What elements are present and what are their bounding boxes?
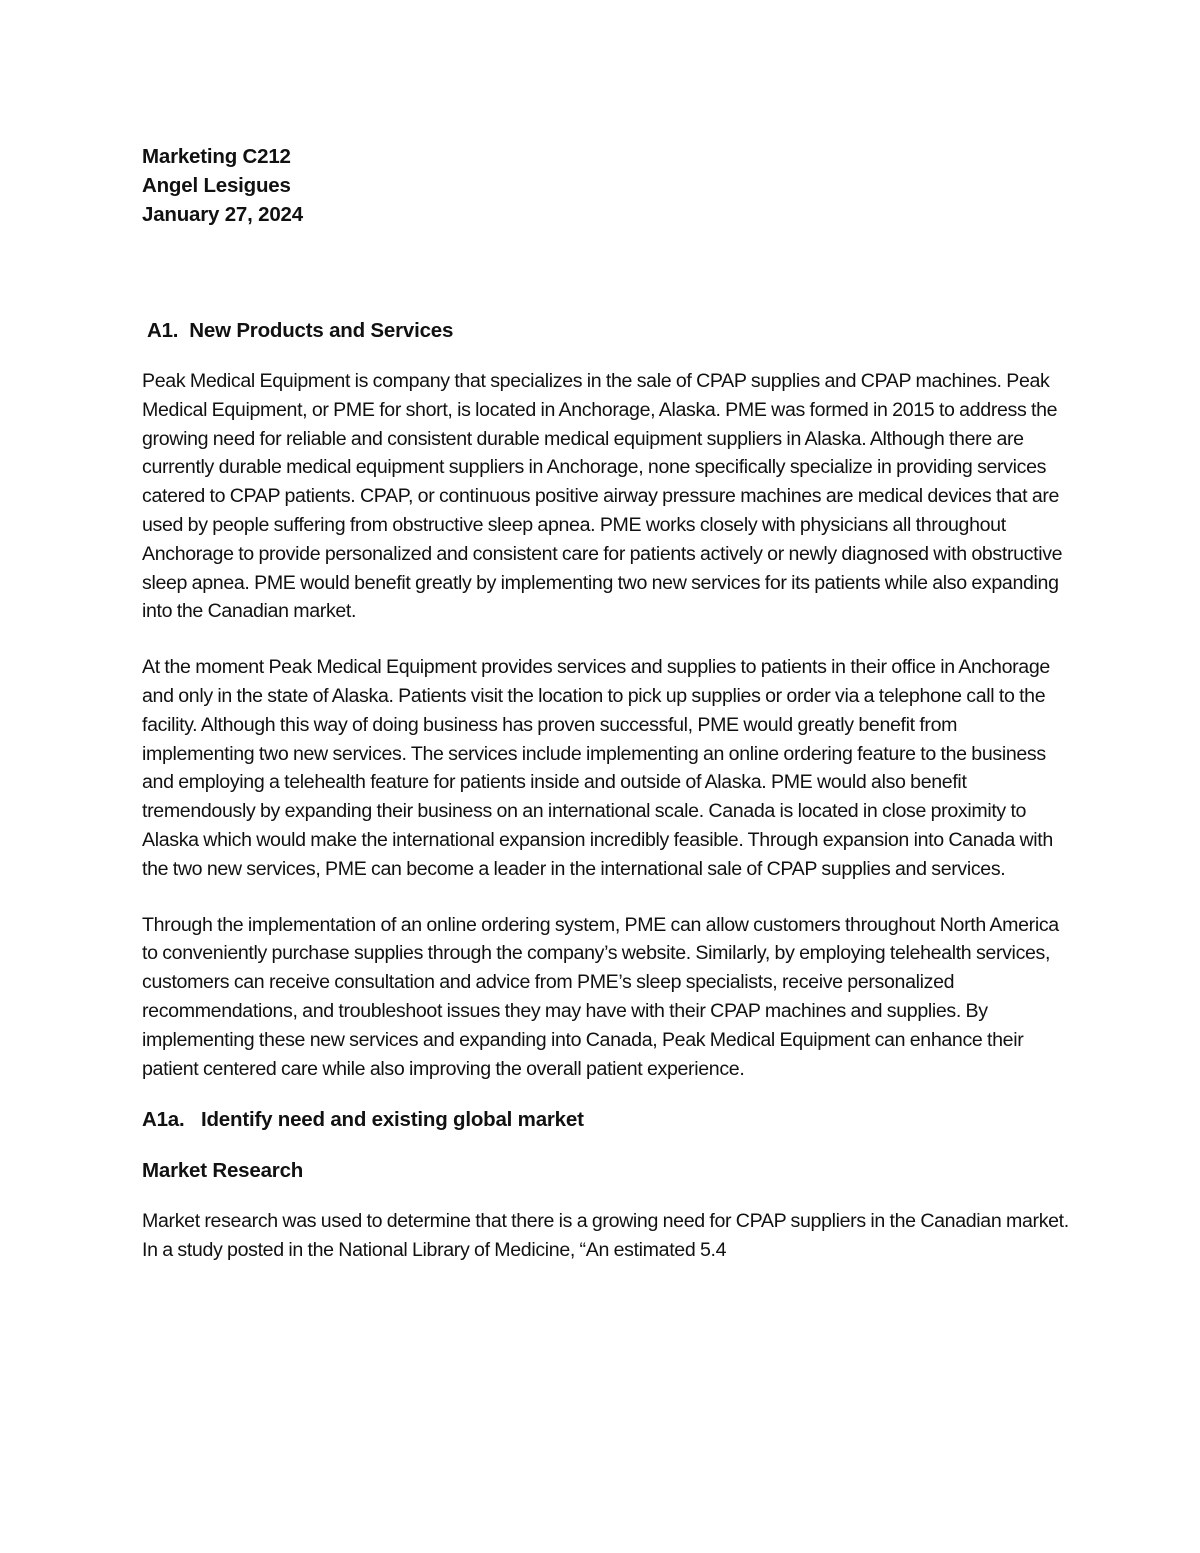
section-heading-a1: A1. New Products and Services bbox=[147, 319, 454, 342]
section-heading-a1a: A1a. Identify need and existing global market bbox=[142, 1108, 584, 1132]
paragraph-a1-2: At the moment Peak Medical Equipment provides services and supplies to patients in their office in Anchorage and only in the state of Alaska. Patients visit the location to pick up supplies or order via a telephone call to the facility. Although this way of doing business has proven successful, PME would greatly benefit from implementing two new services. The services include implementing an online ordering feature to the business and employing a telehealth feature for patients inside and outside of Alaska. PME would also benefit tremendously by expanding their business on an international scale. Canada is located in close proximity to Alaska which would make the international expansion incredibly feasible. Through expansion into Canada with the two new services, PME can become a leader in the international sale of CPAP supplies and services. bbox=[142, 656, 1053, 880]
course-title: Marketing C212 bbox=[142, 145, 291, 168]
paragraph-a1-3: Through the implementation of an online ordering system, PME can allow customers throughout North America to conveniently purchase supplies through the company’s website. Similarly, by employing telehealth services, customers can receive consultation and advice from PME’s sleep specialists, receive personalized recommendations, and troubleshoot issues they may have with their CPAP machines and supplies. By implementing these new services and expanding into Canada, Peak Medical Equipment can enhance their patient centered care while also improving the overall patient experience. bbox=[142, 913, 1059, 1080]
document-body bbox=[142, 142, 1072, 1265]
paragraph-a1-1: Peak Medical Equipment is company that specializes in the sale of CPAP supplies and CPAP machines. Peak Medical Equipment, or PME for short, is located in Anchorage, Alaska. PME was formed in 2015 to address the growing need for reliable and consistent durable medical equipment suppliers in Alaska. Although there are currently durable medical equipment suppliers in Anchorage, none specifically specialize in providing services catered to CPAP patients. CPAP, or continuous positive airway pressure machines are medical devices that are used by people suffering from obstructive sleep apnea. PME works closely with physicians all throughout Anchorage to provide personalized and consistent care for patients actively or newly diagnosed with obstructive sleep apnea. PME would benefit greatly by implementing two new services for its patients while also expanding into the Canadian market. bbox=[142, 370, 1063, 623]
author-name: Angel Lesigues bbox=[142, 174, 291, 197]
paragraph-market-research: Market research was used to determine that there is a growing need for CPAP suppliers in the Canadian market. In a study posted in the National Library of Medicine, “An estimated 5.4 bbox=[142, 1210, 1069, 1262]
section-heading-market-research: Market Research bbox=[142, 1159, 304, 1183]
document-date: January 27, 2024 bbox=[142, 203, 303, 226]
